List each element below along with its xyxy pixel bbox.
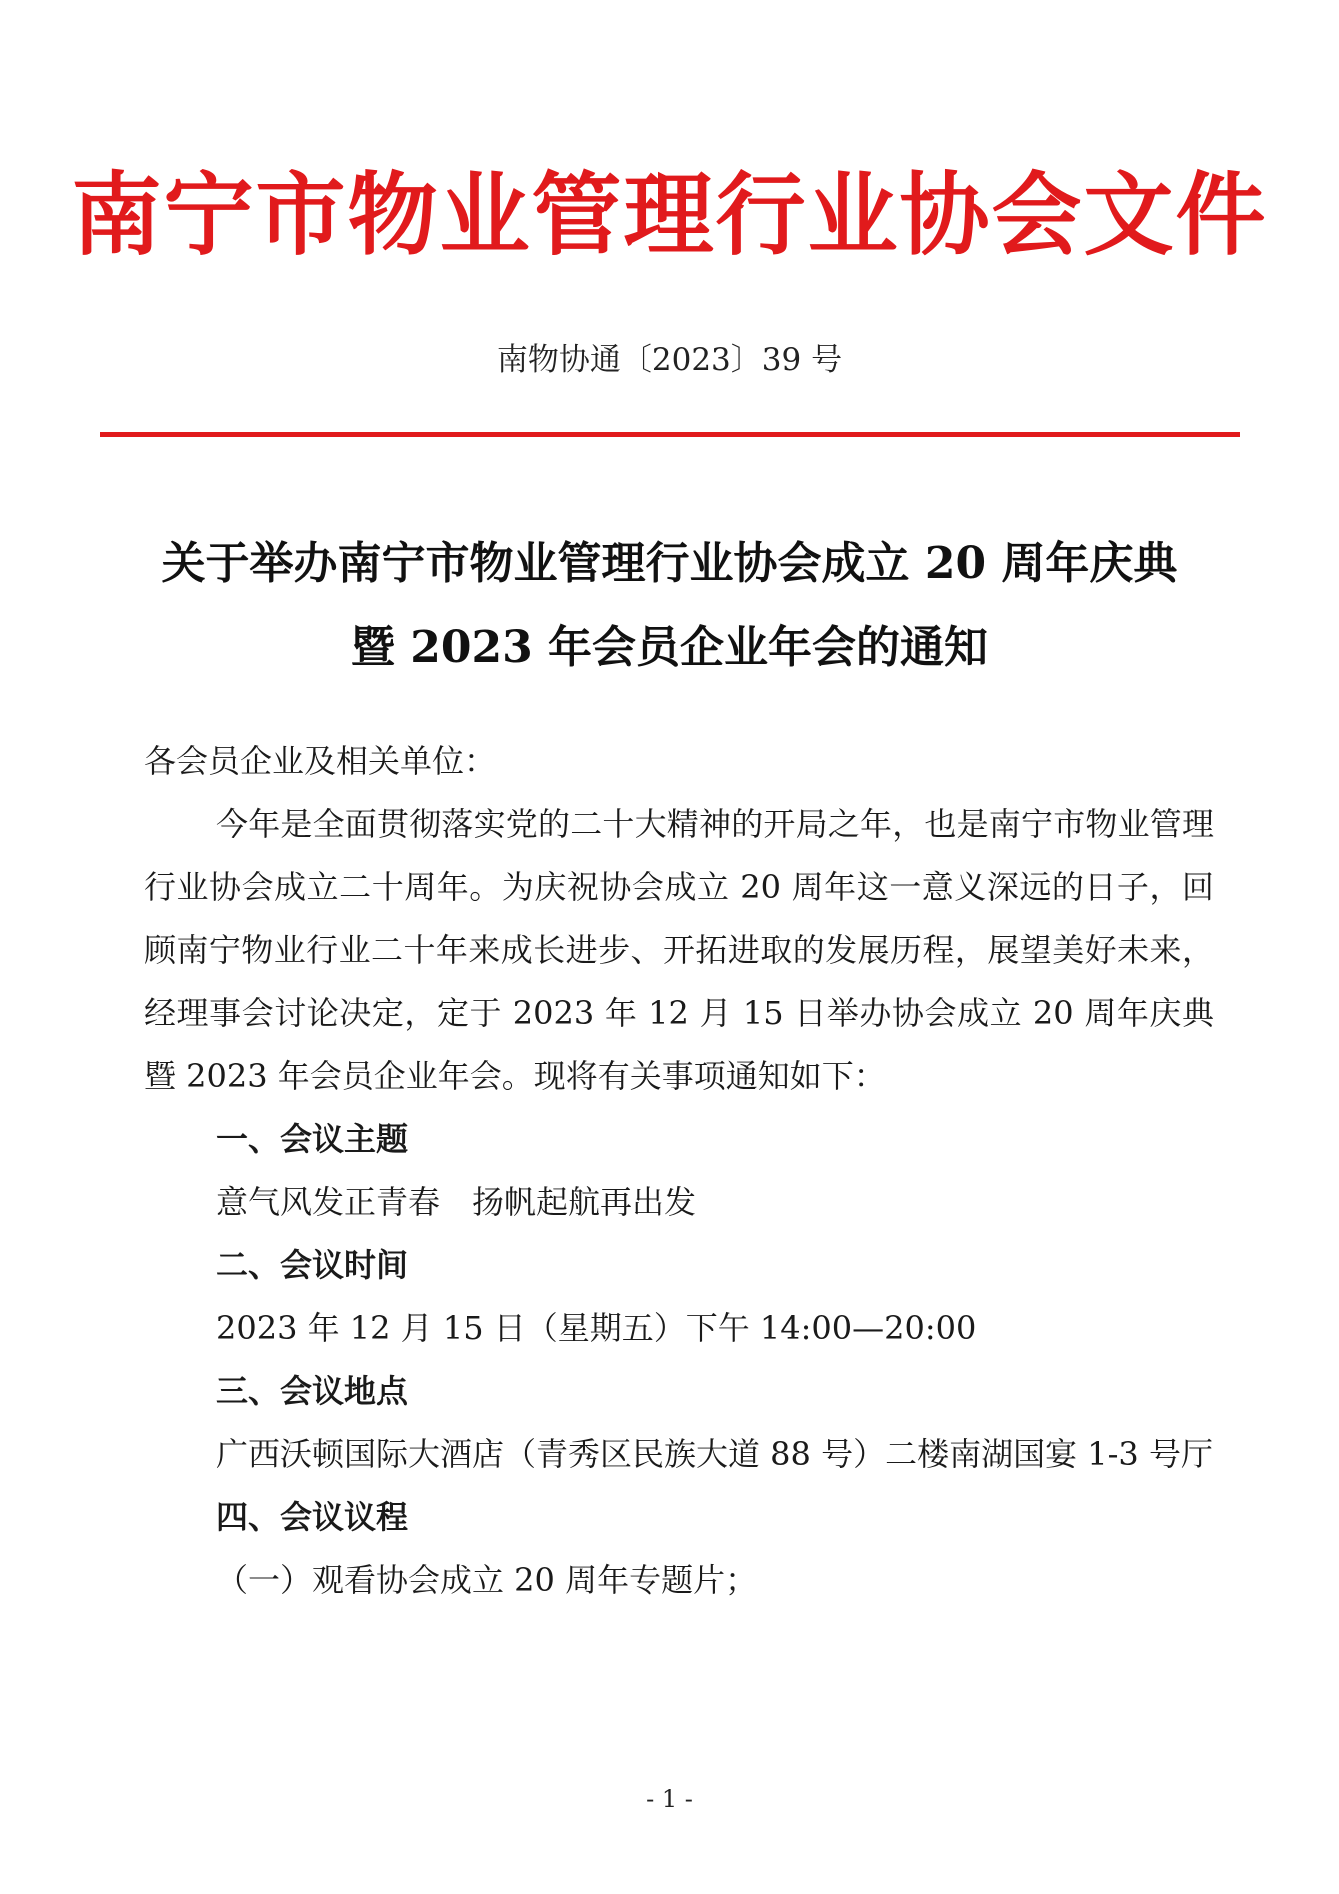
section-heading-location: 三、会议地点 [216,1372,409,1410]
section-content-agenda: （一）观看协会成立 20 周年专题片； [216,1561,758,1599]
section-content-theme: 意气风发正青春 扬帆起航再出发 [216,1183,697,1221]
section-heading-time: 二、会议时间 [216,1246,409,1284]
section-heading-agenda: 四、会议议程 [216,1498,409,1536]
notice-title [0,522,1339,690]
intro-paragraph: 今年是全面贯彻落实党的二十大精神的开局之年，也是南宁市物业管理行业协会成立二十周年。为庆祝协会成立 20 周年这一意义深远的日子，回顾南宁物业行业二十年来成长进步、开拓进取的发展历程，展望美好未来，经理事会讨论决定，定于 2023 年 12 月 15 日举办协会成立 20 周年庆典暨 2023 年会员企业年会。现将有关事项通知如下： [144,805,1214,1095]
salutation: 各会员企业及相关单位： [144,742,497,780]
page-number: - 1 - [646,1785,693,1813]
masthead-title: 南宁市物业管理行业协会文件 [71,162,1268,268]
section-content-location: 广西沃顿国际大酒店（青秀区民族大道 88 号）二楼南湖国宴 1-3 号厅 [216,1435,1213,1473]
red-divider [100,432,1240,437]
notice-title-line-1: 关于举办南宁市物业管理行业协会成立 20 周年庆典 [161,538,1178,589]
notice-title-line-2: 暨 2023 年会员企业年会的通知 [350,622,989,673]
document-number: 南物协通〔2023〕39 号 [496,342,843,378]
notice-body [144,730,1214,1612]
section-content-time: 2023 年 12 月 15 日（星期五）下午 14:00—20:00 [216,1309,977,1347]
section-heading-theme: 一、会议主题 [216,1120,409,1158]
